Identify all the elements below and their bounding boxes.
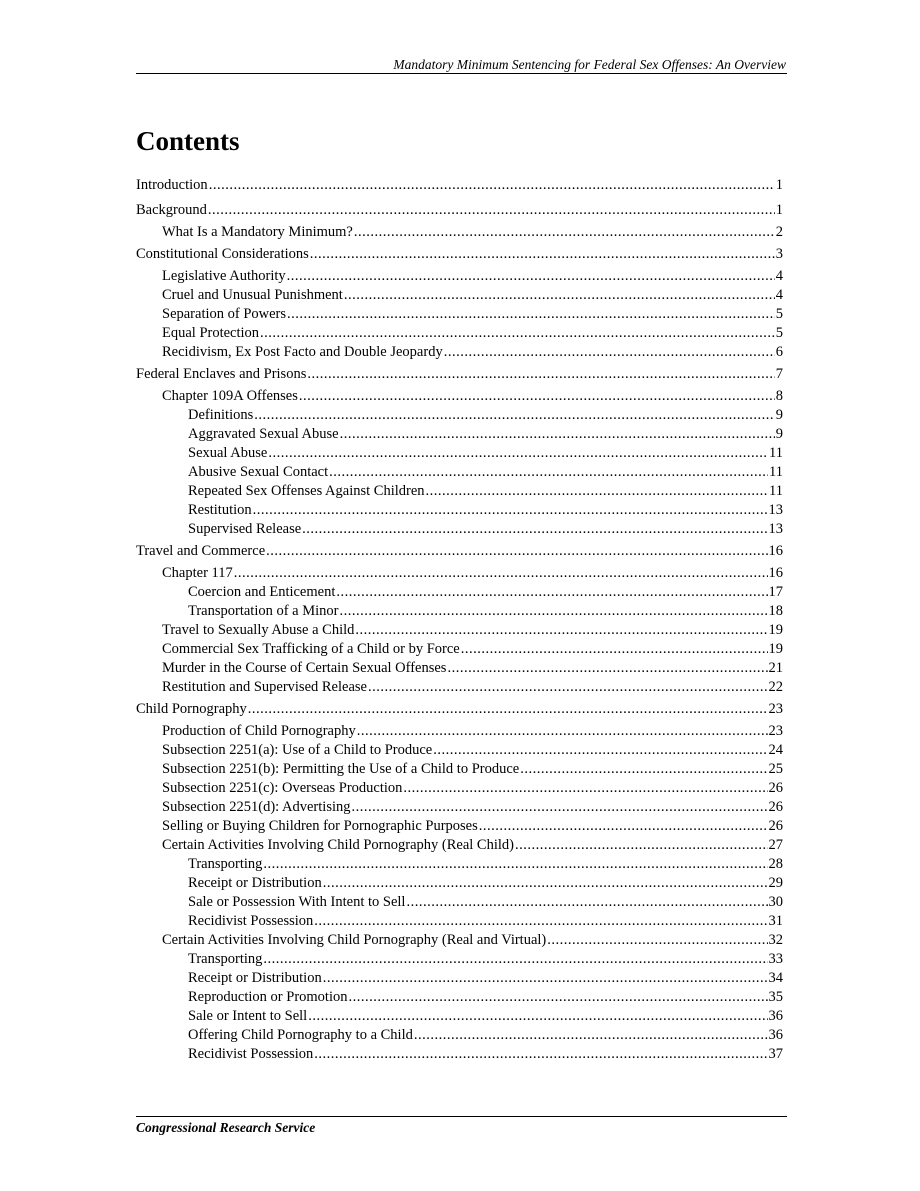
toc-leader-dots xyxy=(329,463,768,482)
toc-entry[interactable] xyxy=(162,343,783,362)
toc-leader-dots xyxy=(355,621,767,640)
toc-entry-page: 29 xyxy=(768,875,783,891)
toc-entry-page: 28 xyxy=(768,856,783,872)
toc-entry-page: 13 xyxy=(768,502,783,518)
toc-leader-dots xyxy=(368,678,768,697)
toc-entry-label: Recidivist Possession xyxy=(188,913,314,929)
toc-leader-dots xyxy=(461,640,768,659)
toc-entry[interactable] xyxy=(162,223,783,242)
toc-entry-page: 6 xyxy=(775,344,783,360)
toc-entry-label: Certain Activities Involving Child Pornography (Real Child) xyxy=(162,837,514,853)
toc-leader-dots xyxy=(547,931,767,950)
toc-entry[interactable] xyxy=(188,1026,783,1045)
toc-entry-label: Abusive Sexual Contact xyxy=(188,464,329,480)
toc-leader-dots xyxy=(515,836,768,855)
toc-entry-label: Sale or Intent to Sell xyxy=(188,1008,308,1024)
toc-entry-page: 25 xyxy=(768,761,783,777)
toc-entry-page: 27 xyxy=(768,837,783,853)
toc-entry-label: Restitution and Supervised Release xyxy=(162,679,367,695)
page-title: Contents xyxy=(136,126,240,156)
toc-entry-label: Offering Child Pornography to a Child xyxy=(188,1027,413,1043)
toc-entry[interactable] xyxy=(188,482,783,501)
toc-leader-dots xyxy=(208,201,775,220)
toc-entry-page: 5 xyxy=(775,325,783,341)
toc-entry[interactable] xyxy=(162,817,783,836)
toc-entry[interactable] xyxy=(188,501,783,520)
toc-entry[interactable] xyxy=(162,779,783,798)
toc-entry-label: Receipt or Distribution xyxy=(188,875,322,891)
toc-entry-page: 11 xyxy=(769,464,783,480)
toc-entry[interactable] xyxy=(162,760,783,779)
toc-entry[interactable] xyxy=(162,267,783,286)
toc-leader-dots xyxy=(354,223,775,242)
toc-entry-page: 36 xyxy=(768,1008,783,1024)
toc-leader-dots xyxy=(414,1026,768,1045)
toc-entry-page: 8 xyxy=(775,388,783,404)
toc-leader-dots xyxy=(433,741,767,760)
toc-leader-dots xyxy=(254,406,775,425)
toc-leader-dots xyxy=(323,969,768,988)
toc-entry[interactable] xyxy=(188,444,783,463)
toc-entry-label: Chapter 109A Offenses xyxy=(162,388,298,404)
toc-entry-page: 33 xyxy=(768,951,783,967)
toc-entry-page: 18 xyxy=(768,603,783,619)
toc-leader-dots xyxy=(336,583,767,602)
toc-entry-page: 9 xyxy=(775,426,783,442)
toc-entry[interactable] xyxy=(162,678,783,697)
toc-entry-page: 5 xyxy=(775,306,783,322)
toc-entry-label: Introduction xyxy=(136,177,208,193)
toc-entry[interactable] xyxy=(162,305,783,324)
toc-entry-label: Background xyxy=(136,202,207,218)
toc-entry-page: 22 xyxy=(768,679,783,695)
toc-entry-label: Supervised Release xyxy=(188,521,302,537)
toc-entry-label: Coercion and Enticement xyxy=(188,584,336,600)
toc-entry[interactable] xyxy=(162,931,783,950)
footer-divider xyxy=(136,1116,787,1117)
toc-entry-page: 16 xyxy=(768,565,783,581)
toc-entry[interactable] xyxy=(162,387,783,406)
toc-entry-label: Subsection 2251(d): Advertising xyxy=(162,799,351,815)
toc-leader-dots xyxy=(302,520,767,539)
toc-entry-label: Definitions xyxy=(188,407,254,423)
toc-entry[interactable] xyxy=(188,950,783,969)
toc-entry-label: Sexual Abuse xyxy=(188,445,268,461)
toc-entry-label: Recidivist Possession xyxy=(188,1046,314,1062)
toc-entry-label: Chapter 117 xyxy=(162,565,233,581)
toc-entry-page: 26 xyxy=(768,818,783,834)
toc-entry-page: 32 xyxy=(768,932,783,948)
toc-entry[interactable] xyxy=(136,176,783,195)
toc-entry[interactable] xyxy=(188,969,783,988)
toc-entry-page: 9 xyxy=(775,407,783,423)
toc-leader-dots xyxy=(349,988,768,1007)
toc-entry[interactable] xyxy=(162,722,783,741)
toc-entry[interactable] xyxy=(162,286,783,305)
toc-entry-page: 4 xyxy=(775,268,783,284)
toc-entry[interactable] xyxy=(162,324,783,343)
toc-entry-label: Travel and Commerce xyxy=(136,543,266,559)
toc-leader-dots xyxy=(357,722,768,741)
toc-entry[interactable] xyxy=(162,621,783,640)
toc-entry[interactable] xyxy=(188,602,783,621)
toc-entry[interactable] xyxy=(162,564,783,583)
toc-entry[interactable] xyxy=(162,836,783,855)
toc-entry-label: Commercial Sex Trafficking of a Child or by Force xyxy=(162,641,460,657)
toc-entry[interactable] xyxy=(188,1045,783,1064)
toc-entry-page: 36 xyxy=(768,1027,783,1043)
toc-entry-label: Child Pornography xyxy=(136,701,247,717)
toc-leader-dots xyxy=(268,444,768,463)
toc-entry[interactable] xyxy=(162,640,783,659)
toc-entry-page: 26 xyxy=(768,799,783,815)
toc-leader-dots xyxy=(340,425,775,444)
toc-entry[interactable] xyxy=(188,988,783,1007)
toc-leader-dots xyxy=(263,950,767,969)
toc-entry-page: 26 xyxy=(768,780,783,796)
header-divider xyxy=(136,73,787,74)
toc-leader-dots xyxy=(308,1007,767,1026)
toc-entry-label: Equal Protection xyxy=(162,325,260,341)
toc-entry[interactable] xyxy=(136,201,783,220)
toc-entry-page: 35 xyxy=(768,989,783,1005)
toc-leader-dots xyxy=(287,267,775,286)
toc-entry-label: Certain Activities Involving Child Pornography (Real and Virtual) xyxy=(162,932,547,948)
toc-entry-label: Cruel and Unusual Punishment xyxy=(162,287,343,303)
toc-entry-page: 16 xyxy=(768,543,783,559)
toc-entry-label: Separation of Powers xyxy=(162,306,287,322)
toc-entry-label: Repeated Sex Offenses Against Children xyxy=(188,483,425,499)
toc-leader-dots xyxy=(234,564,768,583)
toc-entry[interactable] xyxy=(188,893,783,912)
toc-leader-dots xyxy=(299,387,775,406)
toc-entry[interactable] xyxy=(188,855,783,874)
toc-entry[interactable] xyxy=(188,874,783,893)
toc-entry[interactable] xyxy=(188,912,783,931)
toc-leader-dots xyxy=(520,760,767,779)
toc-entry-page: 1 xyxy=(775,202,783,218)
toc-entry-label: Transporting xyxy=(188,856,263,872)
toc-leader-dots xyxy=(314,1045,767,1064)
toc-entry[interactable] xyxy=(136,700,783,719)
footer-publisher: Congressional Research Service xyxy=(136,1120,316,1135)
toc-leader-dots xyxy=(260,324,775,343)
toc-entry-page: 19 xyxy=(768,622,783,638)
toc-entry-page: 37 xyxy=(768,1046,783,1062)
toc-entry-label: Sale or Possession With Intent to Sell xyxy=(188,894,406,910)
toc-entry-label: Subsection 2251(c): Overseas Production xyxy=(162,780,403,796)
toc-entry[interactable] xyxy=(162,741,783,760)
toc-entry-label: Restitution xyxy=(188,502,252,518)
toc-leader-dots xyxy=(344,286,775,305)
toc-leader-dots xyxy=(323,874,768,893)
toc-entry[interactable] xyxy=(188,583,783,602)
toc-leader-dots xyxy=(248,700,768,719)
toc-leader-dots xyxy=(340,602,768,621)
toc-entry-label: Subsection 2251(a): Use of a Child to Produce xyxy=(162,742,433,758)
running-header: Mandatory Minimum Sentencing for Federal Sex Offenses: An Overview xyxy=(393,57,786,72)
toc-entry-label: Transporting xyxy=(188,951,263,967)
toc-leader-dots xyxy=(209,176,775,195)
toc-entry[interactable] xyxy=(188,406,783,425)
toc-entry-page: 11 xyxy=(769,483,783,499)
toc-entry-label: Legislative Authority xyxy=(162,268,286,284)
toc-entry-label: Aggravated Sexual Abuse xyxy=(188,426,339,442)
toc-entry-label: Federal Enclaves and Prisons xyxy=(136,366,307,382)
toc-entry-label: Constitutional Considerations xyxy=(136,246,309,262)
toc-entry[interactable] xyxy=(188,425,783,444)
toc-entry-label: Transportation of a Minor xyxy=(188,603,339,619)
toc-entry[interactable] xyxy=(162,798,783,817)
toc-entry-page: 13 xyxy=(768,521,783,537)
toc-entry-page: 23 xyxy=(768,723,783,739)
toc-entry-label: Travel to Sexually Abuse a Child xyxy=(162,622,355,638)
toc-entry[interactable] xyxy=(136,542,783,561)
toc-leader-dots xyxy=(444,343,775,362)
toc-leader-dots xyxy=(406,893,767,912)
toc-entry-label: Reproduction or Promotion xyxy=(188,989,348,1005)
toc-entry[interactable] xyxy=(188,463,783,482)
toc-leader-dots xyxy=(352,798,768,817)
toc-entry-page: 4 xyxy=(775,287,783,303)
toc-leader-dots xyxy=(287,305,775,324)
toc-leader-dots xyxy=(266,542,767,561)
toc-leader-dots xyxy=(426,482,769,501)
toc-leader-dots xyxy=(253,501,768,520)
toc-entry[interactable] xyxy=(136,245,783,264)
toc-entry-label: Production of Child Pornography xyxy=(162,723,356,739)
toc-entry[interactable] xyxy=(162,659,783,678)
toc-leader-dots xyxy=(314,912,767,931)
toc-entry[interactable] xyxy=(188,520,783,539)
toc-leader-dots xyxy=(263,855,767,874)
toc-leader-dots xyxy=(447,659,767,678)
toc-entry-page: 23 xyxy=(768,701,783,717)
toc-entry-page: 30 xyxy=(768,894,783,910)
toc-entry-page: 2 xyxy=(775,224,783,240)
toc-leader-dots xyxy=(310,245,775,264)
toc-entry-page: 11 xyxy=(769,445,783,461)
toc-entry-page: 19 xyxy=(768,641,783,657)
toc-entry-page: 17 xyxy=(768,584,783,600)
toc-entry-label: Murder in the Course of Certain Sexual Offenses xyxy=(162,660,447,676)
toc-entry-page: 1 xyxy=(775,177,783,193)
toc-entry[interactable] xyxy=(136,365,783,384)
toc-entry[interactable] xyxy=(188,1007,783,1026)
toc-entry-page: 3 xyxy=(775,246,783,262)
toc-entry-label: Subsection 2251(b): Permitting the Use of a Child to Produce xyxy=(162,761,520,777)
toc-entry-label: What Is a Mandatory Minimum? xyxy=(162,224,353,240)
toc-leader-dots xyxy=(403,779,767,798)
toc-entry-page: 34 xyxy=(768,970,783,986)
toc-leader-dots xyxy=(479,817,768,836)
toc-entry-page: 7 xyxy=(775,366,783,382)
toc-entry-page: 21 xyxy=(768,660,783,676)
toc-entry-label: Selling or Buying Children for Pornographic Purposes xyxy=(162,818,478,834)
toc-entry-page: 24 xyxy=(768,742,783,758)
toc-entry-label: Recidivism, Ex Post Facto and Double Jeopardy xyxy=(162,344,443,360)
toc-entry-page: 31 xyxy=(768,913,783,929)
toc-leader-dots xyxy=(307,365,774,384)
toc-entry-label: Receipt or Distribution xyxy=(188,970,322,986)
